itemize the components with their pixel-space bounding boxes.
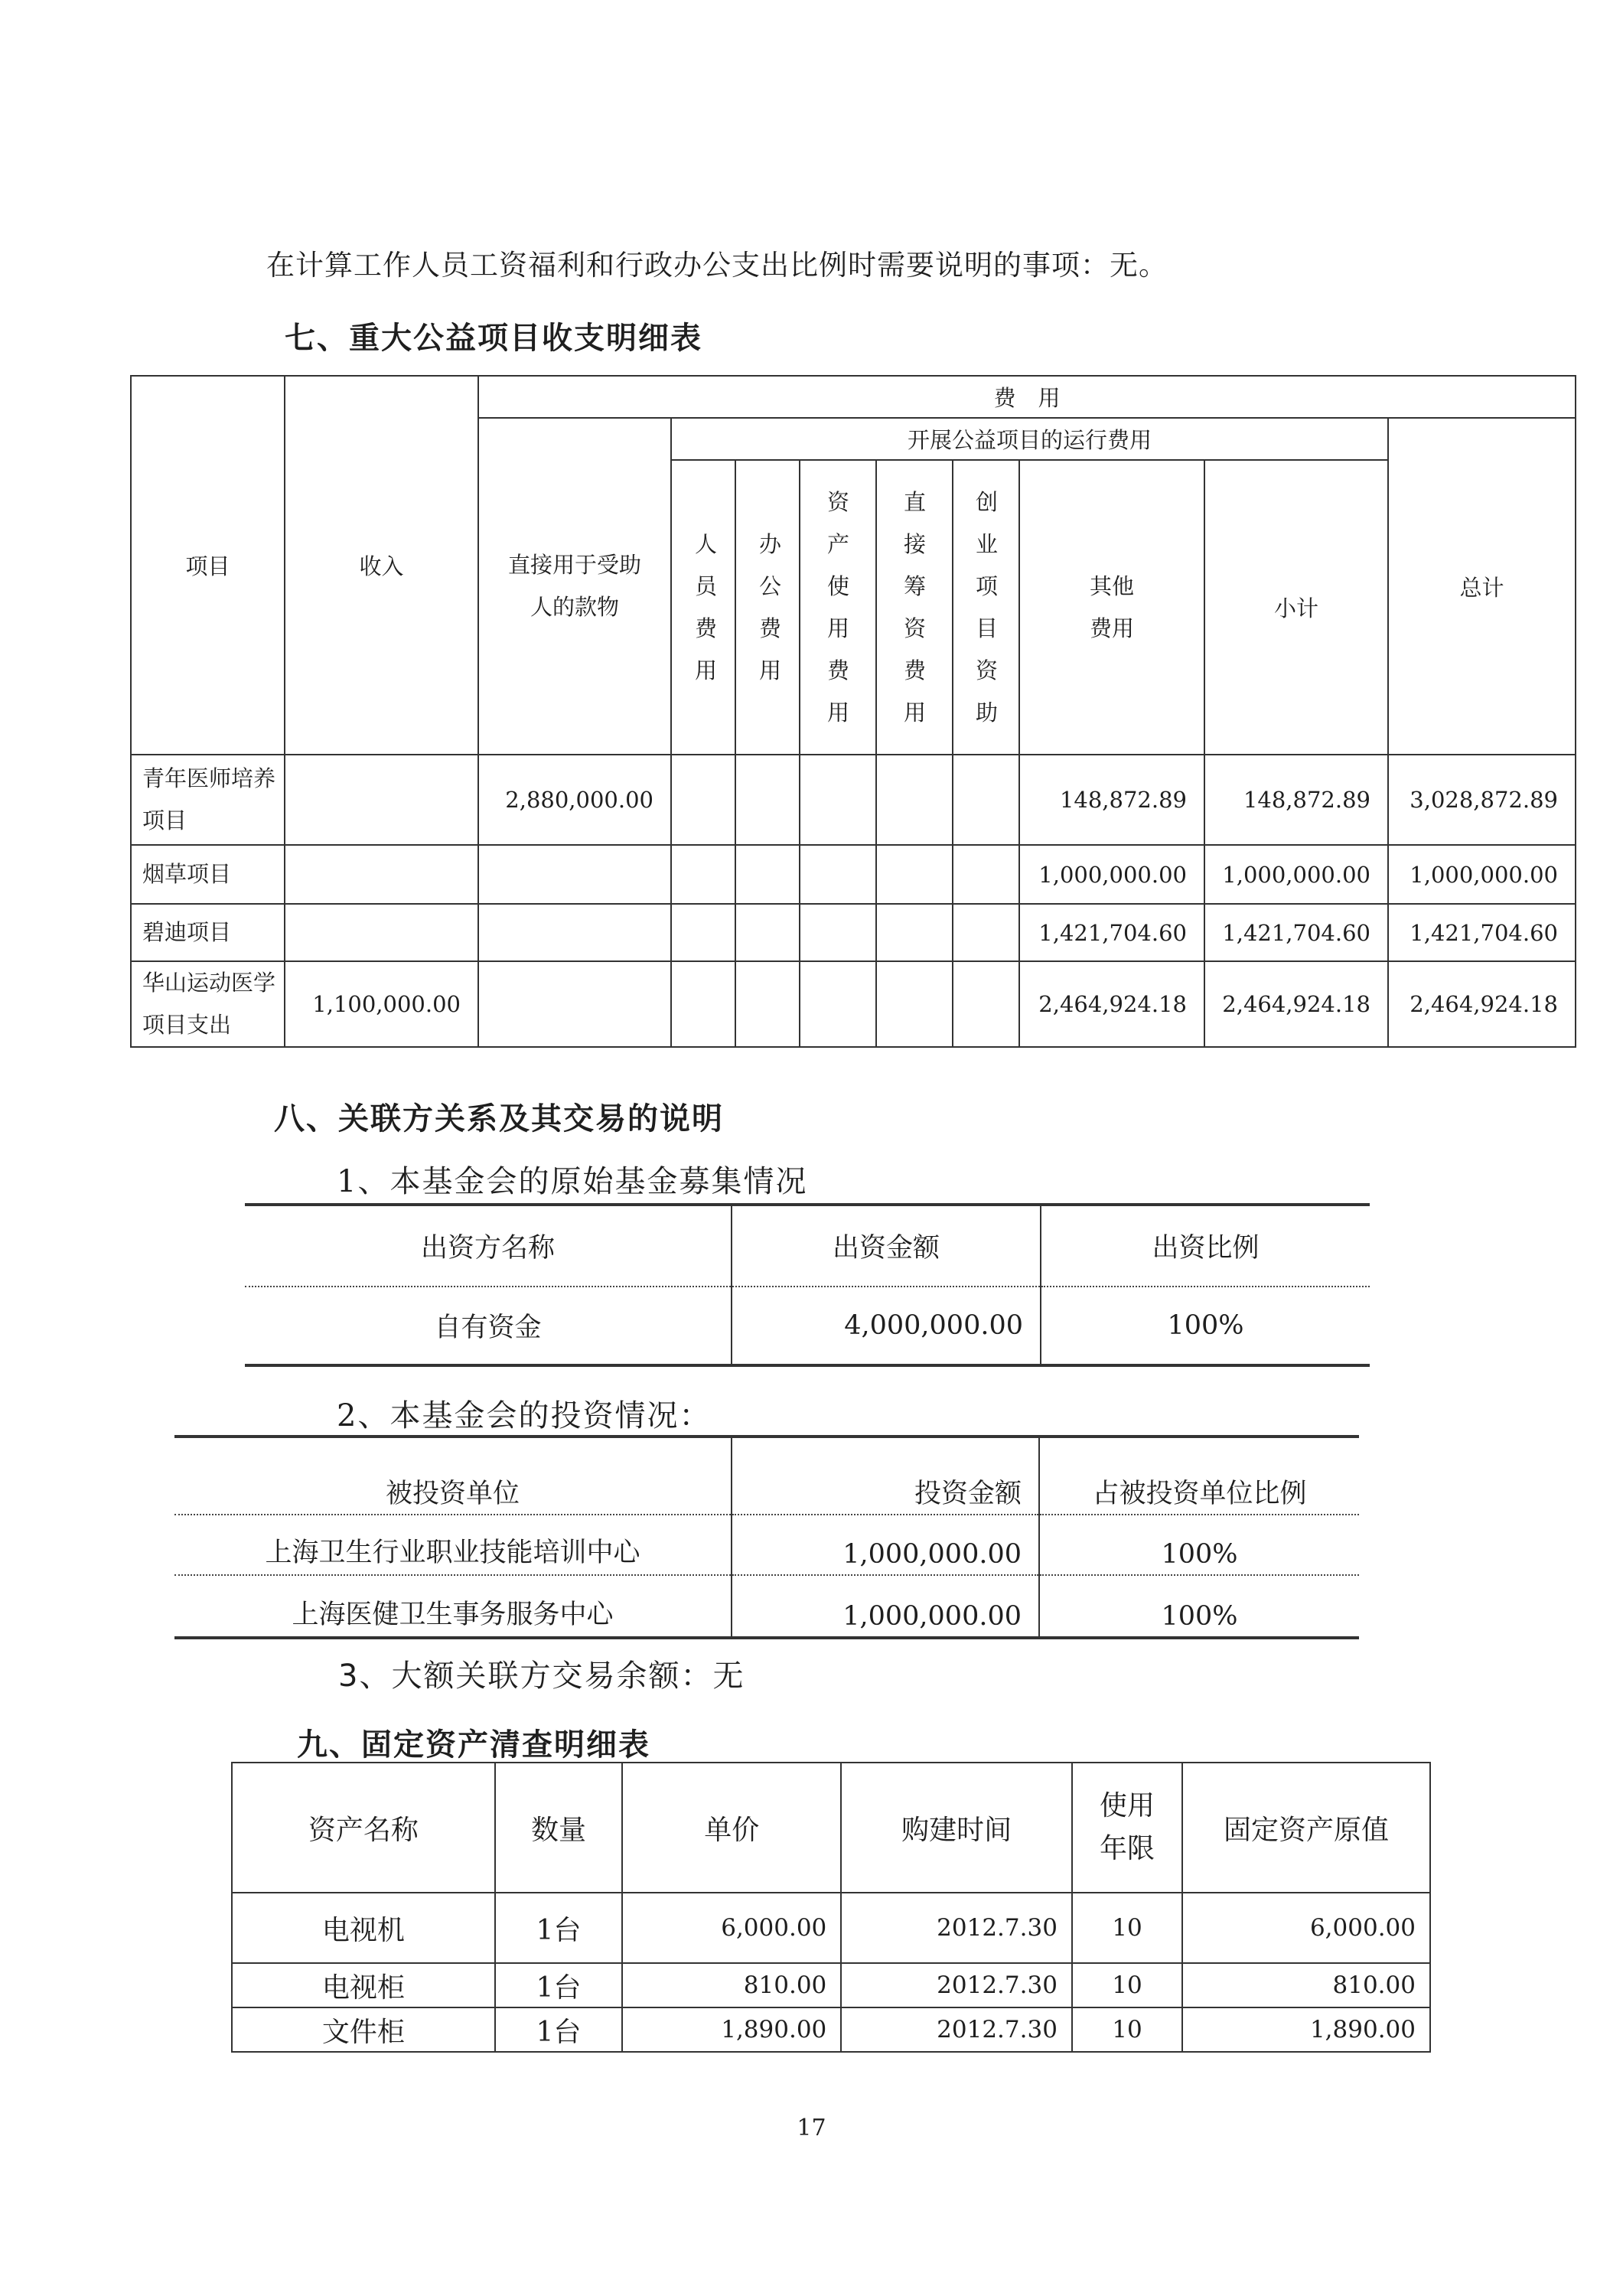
row-income [285, 845, 478, 904]
header-investee: 被投资单位 [174, 1437, 732, 1515]
table-row [174, 1575, 1359, 1638]
header-operating: 开展公益项目的运行费用 [671, 418, 1388, 460]
header-purchase-date: 购建时间 [841, 1763, 1072, 1893]
cell-purchase-date: 2012.7.30 [841, 1893, 1072, 1963]
cell-asset-name: 电视机 [232, 1893, 495, 1963]
cell-unit-price: 6,000.00 [622, 1893, 841, 1963]
row-total: 2,464,924.18 [1388, 961, 1576, 1047]
section8-title: 八、关联方关系及其交易的说明 [274, 1101, 724, 1137]
row-direct: 2,880,000.00 [478, 755, 671, 845]
table-row [232, 2007, 1430, 2052]
header-amount: 出资金额 [732, 1205, 1041, 1287]
row-income [285, 755, 478, 845]
table-row [131, 961, 1576, 1047]
section8-sub2-title: 2、本基金会的投资情况： [337, 1398, 712, 1433]
table-row [232, 1963, 1430, 2007]
header-office: 办公费用 [735, 460, 800, 755]
header-quantity: 数量 [495, 1763, 622, 1893]
cell-quantity: 1台 [495, 1963, 622, 2007]
cell-asset-name: 电视柜 [232, 1963, 495, 2007]
header-invest-amount: 投资金额 [732, 1437, 1039, 1515]
row-subtotal: 2,464,924.18 [1204, 961, 1388, 1047]
header-direct: 直接用于受助人的款物 [478, 418, 671, 755]
cell-unit-price: 810.00 [622, 1963, 841, 2007]
header-personnel: 人员费用 [671, 460, 735, 755]
cell-service-life: 10 [1072, 1963, 1182, 2007]
row-income [285, 904, 478, 961]
cell-investee: 上海医健卫生事务服务中心 [174, 1575, 732, 1638]
table-row [174, 1515, 1359, 1575]
table-row [131, 904, 1576, 961]
cell-invest-amount: 1,000,000.00 [732, 1575, 1039, 1638]
intro-paragraph: 在计算工作人员工资福利和行政办公支出比例时需要说明的事项：无。 [266, 249, 1168, 282]
row-other: 148,872.89 [1019, 755, 1204, 845]
row-name: 烟草项目 [131, 845, 285, 904]
section8-sub1-title: 1、本基金会的原始基金募集情况 [337, 1164, 808, 1199]
header-ratio: 出资比例 [1041, 1205, 1370, 1287]
row-name: 青年医师培养项目 [131, 755, 285, 845]
row-subtotal: 1,000,000.00 [1204, 845, 1388, 904]
header-total: 总计 [1388, 418, 1576, 755]
header-startup: 创业项目资助 [953, 460, 1019, 755]
table-row [245, 1287, 1370, 1365]
header-expense: 费 用 [478, 376, 1576, 418]
cell-quantity: 1台 [495, 2007, 622, 2052]
cell-service-life: 10 [1072, 2007, 1182, 2052]
investment-table [174, 1435, 1359, 1639]
cell-original-value: 810.00 [1182, 1963, 1430, 2007]
row-income: 1,100,000.00 [285, 961, 478, 1047]
cell-unit-price: 1,890.00 [622, 2007, 841, 2052]
cell-purchase-date: 2012.7.30 [841, 2007, 1072, 2052]
row-other: 2,464,924.18 [1019, 961, 1204, 1047]
cell-service-life: 10 [1072, 1893, 1182, 1963]
cell-amount: 4,000,000.00 [732, 1287, 1041, 1365]
cell-contributor: 自有资金 [245, 1287, 732, 1365]
section8-sub3-text: 3、大额关联方交易余额：无 [338, 1658, 745, 1694]
header-subtotal: 小计 [1204, 460, 1388, 755]
header-asset-use: 资产使用费用 [800, 460, 876, 755]
header-invest-ratio: 占被投资单位比例 [1039, 1437, 1359, 1515]
cell-original-value: 1,890.00 [1182, 2007, 1430, 2052]
table-row [232, 1893, 1430, 1963]
row-subtotal: 1,421,704.60 [1204, 904, 1388, 961]
row-name: 碧迪项目 [131, 904, 285, 961]
cell-ratio: 100% [1041, 1287, 1370, 1365]
cell-investee: 上海卫生行业职业技能培训中心 [174, 1515, 732, 1575]
cell-invest-ratio: 100% [1039, 1515, 1359, 1575]
row-direct [478, 845, 671, 904]
fixed-assets-table [231, 1762, 1431, 2053]
header-other: 其他费用 [1019, 460, 1204, 755]
header-income: 收入 [285, 376, 478, 755]
row-subtotal: 148,872.89 [1204, 755, 1388, 845]
row-total: 1,000,000.00 [1388, 845, 1576, 904]
original-fund-table [245, 1203, 1370, 1367]
section9-title: 九、固定资产清查明细表 [297, 1727, 650, 1763]
cell-quantity: 1台 [495, 1893, 622, 1963]
row-other: 1,000,000.00 [1019, 845, 1204, 904]
row-direct [478, 904, 671, 961]
cell-invest-ratio: 100% [1039, 1575, 1359, 1638]
cell-original-value: 6,000.00 [1182, 1893, 1430, 1963]
major-project-table [130, 375, 1576, 1048]
header-original-value: 固定资产原值 [1182, 1763, 1430, 1893]
header-project: 项目 [131, 376, 285, 755]
section7-title: 七、重大公益项目收支明细表 [285, 321, 702, 356]
cell-asset-name: 文件柜 [232, 2007, 495, 2052]
table-row [131, 755, 1576, 845]
row-other: 1,421,704.60 [1019, 904, 1204, 961]
header-fundraising: 直接筹资费用 [876, 460, 953, 755]
header-asset-name: 资产名称 [232, 1763, 495, 1893]
row-total: 3,028,872.89 [1388, 755, 1576, 845]
table-row [131, 845, 1576, 904]
header-service-life: 使用年限 [1072, 1763, 1182, 1893]
header-contributor: 出资方名称 [245, 1205, 732, 1287]
row-direct [478, 961, 671, 1047]
cell-purchase-date: 2012.7.30 [841, 1963, 1072, 2007]
cell-invest-amount: 1,000,000.00 [732, 1515, 1039, 1575]
row-total: 1,421,704.60 [1388, 904, 1576, 961]
page-number: 17 [797, 2115, 826, 2141]
row-name: 华山运动医学项目支出 [131, 961, 285, 1047]
header-unit-price: 单价 [622, 1763, 841, 1893]
